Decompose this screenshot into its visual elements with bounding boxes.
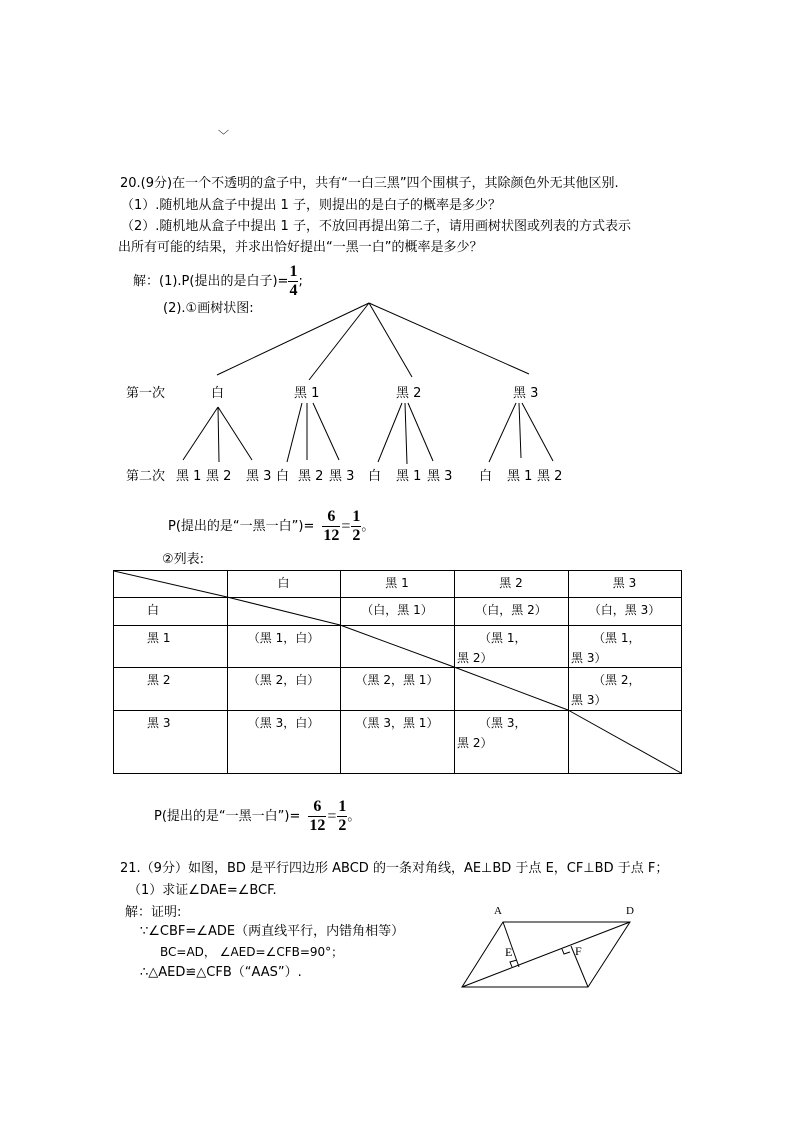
- fraction-numerator: 1: [289, 263, 298, 280]
- q20-title: 20.(9分)在一个不透明的盒子中，共有“一白三黑”四个围棋子，其除颜色外无其他区别.: [120, 176, 619, 191]
- fraction-denominator: 2: [352, 527, 361, 544]
- fraction-denominator: 2: [338, 817, 347, 834]
- fraction-denominator: 12: [309, 817, 326, 834]
- tree-node-second: 黑 1: [396, 469, 422, 484]
- tree-node-first: 黑 3: [513, 386, 539, 401]
- probability-prefix: P(提出的是“一黑一白”)=: [168, 519, 315, 534]
- tree-node-first: 白: [211, 386, 225, 401]
- table-row-label: 黑 3: [147, 716, 171, 730]
- table-cell: （黑 2，黑 1）: [355, 673, 439, 687]
- table-header-cell: 白: [277, 576, 290, 590]
- table-cell: （黑 1，黑 3）: [571, 631, 641, 665]
- tree-first-label: 第一次: [126, 386, 166, 401]
- fraction-numerator: 6: [327, 508, 336, 525]
- tree-node-second: 黑 1: [176, 469, 202, 484]
- tree-node-second: 白: [479, 469, 493, 484]
- table-header-cell: 黑 2: [499, 576, 523, 590]
- table-cell: （白，黑 3）: [588, 603, 661, 617]
- table-header-cell: 黑 3: [612, 576, 637, 590]
- table-row-label: 白: [147, 603, 160, 617]
- part1-prefix: 解：(1).P(提出的是白子)=: [133, 274, 289, 289]
- q20-part2-line2: 出所有可能的结果，并求出恰好提出“一黑一白”的概率是多少？: [118, 240, 483, 255]
- fraction-numerator: 1: [352, 508, 361, 525]
- q20-part1: （1）.随机地从盒子中提出 1 子，则提出的是白子的概率是多少？: [121, 198, 501, 213]
- table-cell: （黑 3，黑 2）: [457, 716, 527, 750]
- figure-label-f: F: [575, 944, 582, 958]
- fraction-denominator: 4: [289, 282, 298, 299]
- tree-node-second: 黑 1: [507, 469, 533, 484]
- table-cell: （黑 2，白）: [247, 673, 320, 687]
- probability-suffix: 。: [347, 809, 361, 824]
- table-heading: ②列表:: [162, 552, 205, 567]
- tree-second-label: 第二次: [126, 469, 166, 484]
- tree-node-second: 白: [368, 469, 382, 484]
- tree-heading: (2).①画树状图:: [163, 301, 254, 316]
- probability-prefix: P(提出的是“一黑一白”)=: [154, 809, 301, 824]
- diagonal-bd: [462, 922, 630, 987]
- equals-sign: =: [327, 807, 337, 825]
- q21-solution-line3: ∴△AED≌△CFB（“AAS”）.: [140, 965, 302, 980]
- q21-solution-heading: 解：证明:: [125, 905, 182, 920]
- tree-node-first: 黑 2: [396, 386, 422, 401]
- q21-solution-line2: BC=AD， ∠AED=∠CFB=90°；: [160, 945, 344, 959]
- equals-sign: =: [341, 517, 351, 535]
- tree-node-second: 黑 2: [537, 469, 563, 484]
- tree-node-second: 黑 3: [329, 469, 355, 484]
- probability-suffix: 。: [361, 519, 375, 534]
- table-row-label: 黑 1: [147, 631, 171, 645]
- fraction-numerator: 6: [313, 798, 322, 815]
- figure-label-a: A: [494, 905, 502, 917]
- q20-part2-line1: （2）.随机地从盒子中提出 1 子，不放回再提出第二子，请用画树状图或列表的方式表示: [121, 219, 631, 234]
- part1-suffix: ;: [298, 274, 303, 289]
- stray-mark: ﹀: [218, 129, 229, 142]
- fraction-numerator: 1: [338, 798, 347, 815]
- table-cell: （黑 1，白）: [247, 631, 320, 645]
- fraction-denominator: 12: [323, 527, 340, 544]
- figure-label-e: E: [505, 945, 513, 959]
- table-cell: （白，黑 1）: [361, 603, 433, 617]
- table-header-cell: 黑 1: [385, 576, 409, 590]
- table-cell: （黑 3，白）: [247, 716, 320, 730]
- q21-part1: （1）求证∠DAE=∠BCF.: [128, 883, 277, 898]
- table-cell: （黑 2，黑 3）: [571, 673, 641, 707]
- tree-node-second: 白: [276, 469, 290, 484]
- tree-node-second: 黑 3: [427, 469, 453, 484]
- right-angle-mark-f: [562, 949, 570, 954]
- tree-node-second: 黑 2: [206, 469, 232, 484]
- table-row-label: 黑 2: [147, 673, 171, 687]
- q21-title: 21.（9分）如图，BD 是平行四边形 ABCD 的一条对角线，AE⊥BD 于点 E，CF⊥BD 于点 F；: [120, 861, 669, 876]
- table-cell: （黑 1，黑 2）: [457, 631, 527, 665]
- tree-node-second: 黑 2: [298, 469, 324, 484]
- tree-node-second: 黑 3: [246, 469, 272, 484]
- tree-node-first: 黑 1: [294, 386, 320, 401]
- q21-solution-line1: ∵∠CBF=∠ADE（两直线平行，内错角相等）: [140, 924, 405, 939]
- figure-label-d: D: [626, 905, 634, 917]
- table-cell: （黑 3，黑 1）: [355, 716, 439, 730]
- table-cell: （白，黑 2）: [475, 603, 547, 617]
